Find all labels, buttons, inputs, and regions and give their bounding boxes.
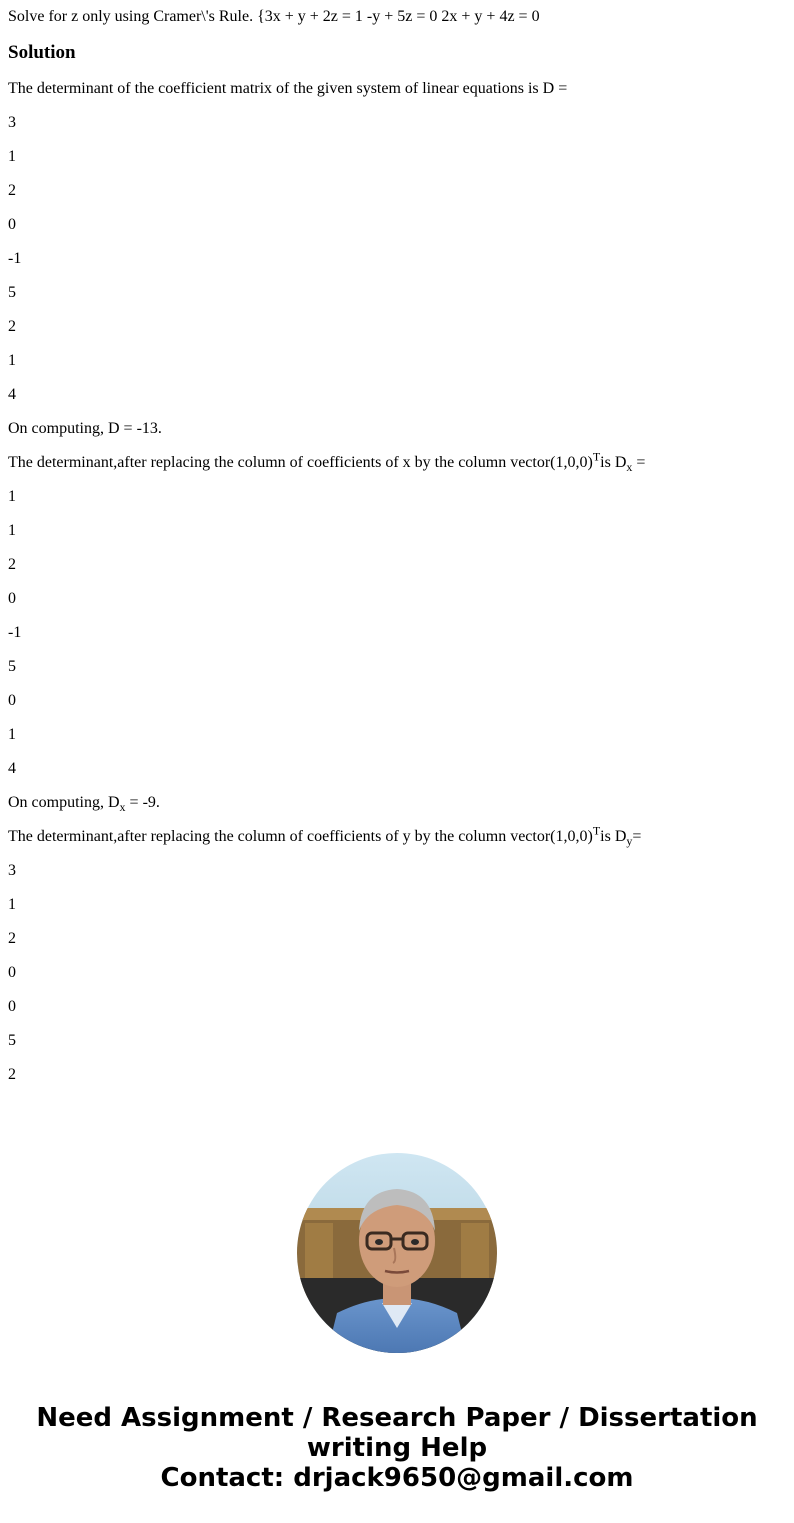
author-photo: [297, 1153, 497, 1353]
footer-line-2: writing Help: [306, 1433, 488, 1463]
matrix-d-entry: 2: [8, 182, 16, 199]
footer-line-1: Need Assignment / Research Paper / Dissertation: [36, 1403, 758, 1433]
matrix-d-entry: 5: [8, 284, 16, 301]
question-text: Solve for z only using Cramer\'s Rule. {3x + y + 2z = 1 -y + 5z = 0 2x + y + 4z = 0: [8, 8, 540, 25]
matrix-d-entry: -1: [8, 250, 22, 267]
footer-ad: [0, 1403, 794, 1493]
result-dx-sub: x: [119, 800, 126, 815]
matrix-dx: [8, 488, 786, 778]
matrix-dy-entry: 3: [8, 862, 16, 879]
matrix-dx-entry: 5: [8, 658, 16, 675]
dx-description: [8, 449, 786, 475]
matrix-dy-entry: 0: [8, 964, 16, 981]
result-dx-after: = -9.: [125, 794, 160, 811]
dx-sub: x: [626, 460, 633, 475]
dy-sup: T: [592, 823, 601, 838]
result-dx: [8, 794, 786, 815]
matrix-dx-entry: -1: [8, 624, 22, 641]
matrix-dy-entry: 1: [8, 896, 16, 913]
dy-text-before: The determinant,after replacing the column of coefficients of y by the column vector(1,0,0): [8, 828, 593, 845]
dx-text-before: The determinant,after replacing the column of coefficients of x by the column vector(1,0,0): [8, 454, 593, 471]
matrix-d-entry: 0: [8, 216, 16, 233]
author-portrait-image: [297, 1153, 497, 1353]
matrix-d-entry: 3: [8, 114, 16, 131]
matrix-dx-entry: 0: [8, 590, 16, 607]
matrix-dx-entry: 1: [8, 522, 16, 539]
matrix-dy-entry: 2: [8, 930, 16, 947]
matrix-d-entry: 1: [8, 352, 16, 369]
matrix-dy-entry: 0: [8, 998, 16, 1015]
matrix-d-entry: 1: [8, 148, 16, 165]
matrix-dy-entry: 2: [8, 1066, 16, 1083]
result-dx-before: On computing, D: [8, 794, 120, 811]
dy-description: [8, 823, 786, 849]
dy-text-mid: is D: [600, 828, 627, 845]
dy-sub: y: [626, 834, 633, 849]
matrix-d-entry: 2: [8, 318, 16, 335]
solution-heading: Solution: [8, 42, 76, 63]
dx-text-after: =: [632, 454, 646, 471]
matrix-d-entry: 4: [8, 386, 16, 403]
matrix-dx-entry: 0: [8, 692, 16, 709]
matrix-d: [8, 114, 786, 404]
matrix-dx-entry: 2: [8, 556, 16, 573]
matrix-dx-entry: 1: [8, 488, 16, 505]
dy-text-after: =: [632, 828, 642, 845]
dx-sup: T: [592, 449, 601, 464]
matrix-dy-entry: 5: [8, 1032, 16, 1049]
matrix-dy: [8, 862, 786, 1084]
matrix-dx-entry: 1: [8, 726, 16, 743]
result-d: On computing, D = -13.: [8, 420, 162, 437]
matrix-dx-entry: 4: [8, 760, 16, 777]
dx-text-mid: is D: [600, 454, 627, 471]
intro-text: The determinant of the coefficient matrix of the given system of linear equations is D =: [8, 80, 568, 97]
footer-contact: Contact: drjack9650@gmail.com: [160, 1463, 634, 1493]
